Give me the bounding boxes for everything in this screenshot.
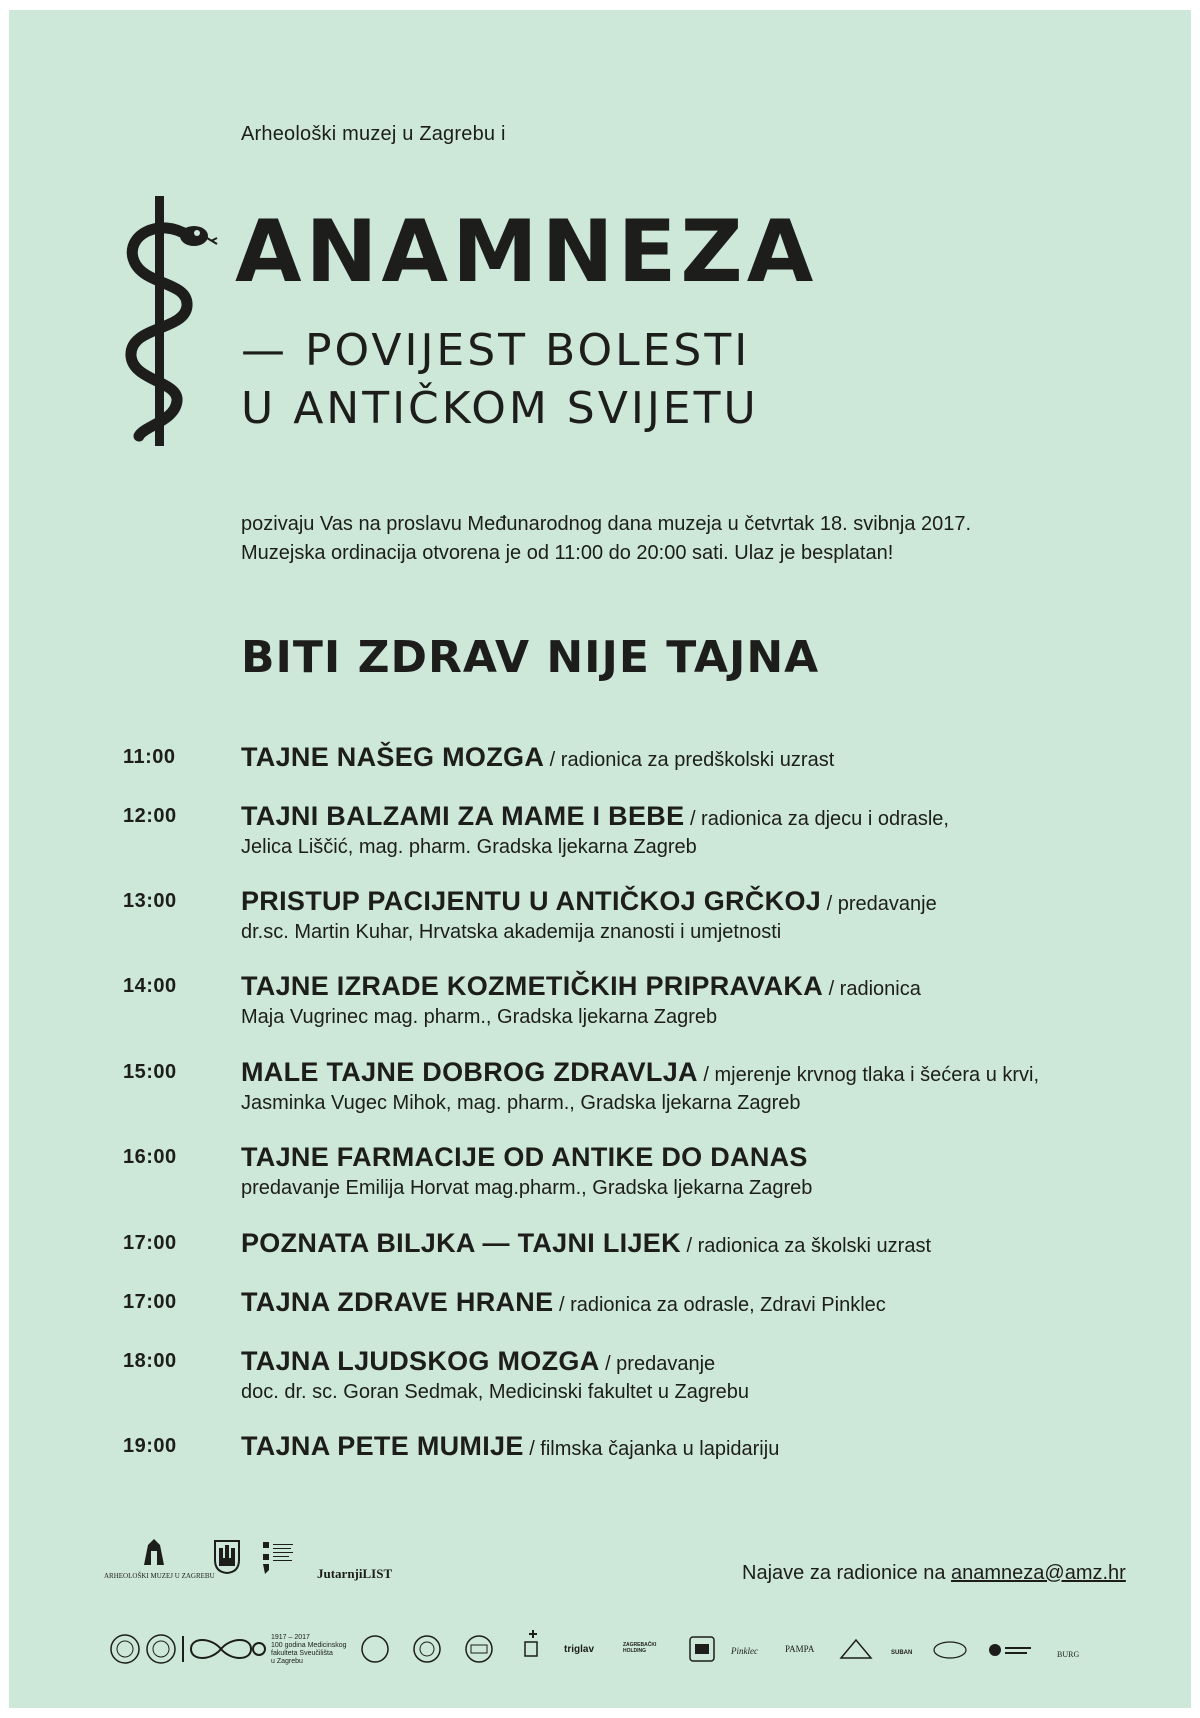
partner-oval-icon: [933, 1640, 967, 1660]
program-heading: BITI ZDRAV NIJE TAJNA: [241, 632, 820, 683]
contact-email-link[interactable]: anamneza@amz.hr: [951, 1562, 1126, 1584]
event-title: TAJNA LJUDSKOG MOZGA: [241, 1346, 600, 1376]
schedule-time: 14:00: [123, 975, 177, 997]
event-details: Maja Vugrinec mag. pharm., Gradska ljekarna Zagreb: [241, 1006, 718, 1028]
event-desc: / predavanje: [599, 1353, 716, 1375]
rod-of-asclepius-icon: [119, 196, 219, 446]
centenary-text: [271, 1634, 347, 1666]
title-sub-line2: U ANTIČKOM SVIJETU: [241, 383, 759, 434]
centenary-line: 100 godina Medicinskog: [271, 1642, 347, 1649]
event-title: POZNATA BILJKA — TAJNI LIJEK: [241, 1228, 681, 1258]
amz-logo-text: ARHEOLOŠKI MUZEJ U ZAGREBU: [104, 1572, 215, 1580]
amz-logo: [104, 1537, 215, 1583]
title-main: ANAMNEZA: [235, 202, 818, 302]
event-desc: / radionica za predškolski uzrast: [544, 749, 835, 771]
event-title: TAJNE NAŠEG MOZGA: [241, 742, 545, 772]
schedule-time: 13:00: [123, 890, 177, 912]
invitation-line1: pozivaju Vas na proslavu Međunarodnog dana muzeja u četvrtak 18. svibnja 2017.: [241, 513, 972, 535]
triglav-logo: triglav: [564, 1644, 595, 1655]
centenary-100-logo-icon: [181, 1632, 267, 1666]
schedule-time: 15:00: [123, 1061, 177, 1083]
event-desc: / radionica za odrasle, Zdravi Pinklec: [553, 1294, 886, 1316]
association-seals-icon: [359, 1632, 519, 1666]
centenary-line: u Zagrebu: [271, 1658, 303, 1665]
contact-prefix: Najave za radionice na: [742, 1562, 952, 1584]
event-desc: / mjerenje krvnog tlaka i šećera u krvi,: [697, 1064, 1040, 1086]
intro-text: Arheološki muzej u Zagrebu i: [241, 123, 506, 145]
burg-logo: BURG: [1057, 1650, 1080, 1659]
pharmacy-cross-icon: [521, 1630, 541, 1666]
event-details: Jelica Liščić, mag. pharm. Gradska ljekarna Zagreb: [241, 836, 697, 858]
event-title: TAJNA PETE MUMIJE: [241, 1431, 524, 1461]
jutarnji-list-logo: JutarnjiLIST: [317, 1566, 393, 1581]
ministry-logo-icon: [261, 1540, 297, 1574]
schedule-time: 16:00: [123, 1146, 177, 1168]
maga-komunikacije-icon: [987, 1640, 1033, 1660]
invitation: [241, 510, 971, 568]
university-seals-icon: [109, 1632, 181, 1666]
zagreb-coat-of-arms-icon: [214, 1540, 240, 1574]
event-desc: / predavanje: [821, 893, 937, 915]
invitation-line2: Muzejska ordinacija otvorena je od 11:00 do 20:00 sati. Ulaz je besplatan!: [241, 542, 894, 564]
schedule-time: 12:00: [123, 805, 177, 827]
pampa-logo: PAMPA: [785, 1644, 815, 1654]
event-title: TAJNE FARMACIJE OD ANTIKE DO DANAS: [241, 1142, 808, 1172]
event-details: dr.sc. Martin Kuhar, Hrvatska akademija znanosti i umjetnosti: [241, 921, 782, 943]
contact-line: [742, 1562, 1126, 1585]
schedule-time: 11:00: [123, 746, 176, 768]
event-title: MALE TAJNE DOBROG ZDRAVLJA: [241, 1057, 698, 1087]
centenary-line: fakulteta Sveučilišta: [271, 1650, 333, 1657]
title-sub: [241, 322, 759, 438]
poster: [9, 10, 1191, 1708]
zagrebacki-holding-logo: ZAGREBAČKI HOLDING: [623, 1642, 657, 1654]
akvarela-logo-icon: [839, 1638, 873, 1662]
schedule-time: 18:00: [123, 1350, 177, 1372]
event-title: TAJNE IZRADE KOZMETIČKIH PRIPRAVAKA: [241, 971, 824, 1001]
schedule-time: 17:00: [123, 1232, 177, 1254]
event-title: PRISTUP PACIJENTU U ANTIČKOJ GRČKOJ: [241, 886, 822, 916]
suban-logo: SUBAN: [891, 1650, 913, 1656]
event-details: doc. dr. sc. Goran Sedmak, Medicinski fakultet u Zagrebu: [241, 1381, 750, 1403]
event-desc: / radionica za školski uzrast: [680, 1235, 932, 1257]
schedule-time: 17:00: [123, 1291, 177, 1313]
amz-emblem-icon: [104, 1537, 204, 1567]
event-desc: / radionica za djecu i odrasle,: [684, 808, 949, 830]
event-desc: / filmska čajanka u lapidariju: [523, 1438, 780, 1460]
title-sub-line1: — POVIJEST BOLESTI: [241, 325, 751, 376]
event-title: TAJNA ZDRAVE HRANE: [241, 1287, 554, 1317]
event-details: predavanje Emilija Horvat mag.pharm., Gradska ljekarna Zagreb: [241, 1177, 813, 1199]
event-title: TAJNI BALZAMI ZA MAME I BEBE: [241, 801, 685, 831]
pinklec-logo: Pinklec: [731, 1646, 758, 1656]
schedule-time: 19:00: [123, 1435, 177, 1457]
partner-badge-icon: [689, 1636, 715, 1662]
event-details: Jasminka Vugec Mihok, mag. pharm., Gradska ljekarna Zagreb: [241, 1092, 801, 1114]
event-desc: / radionica: [823, 978, 921, 1000]
centenary-line: 1917 – 2017: [271, 1634, 310, 1641]
